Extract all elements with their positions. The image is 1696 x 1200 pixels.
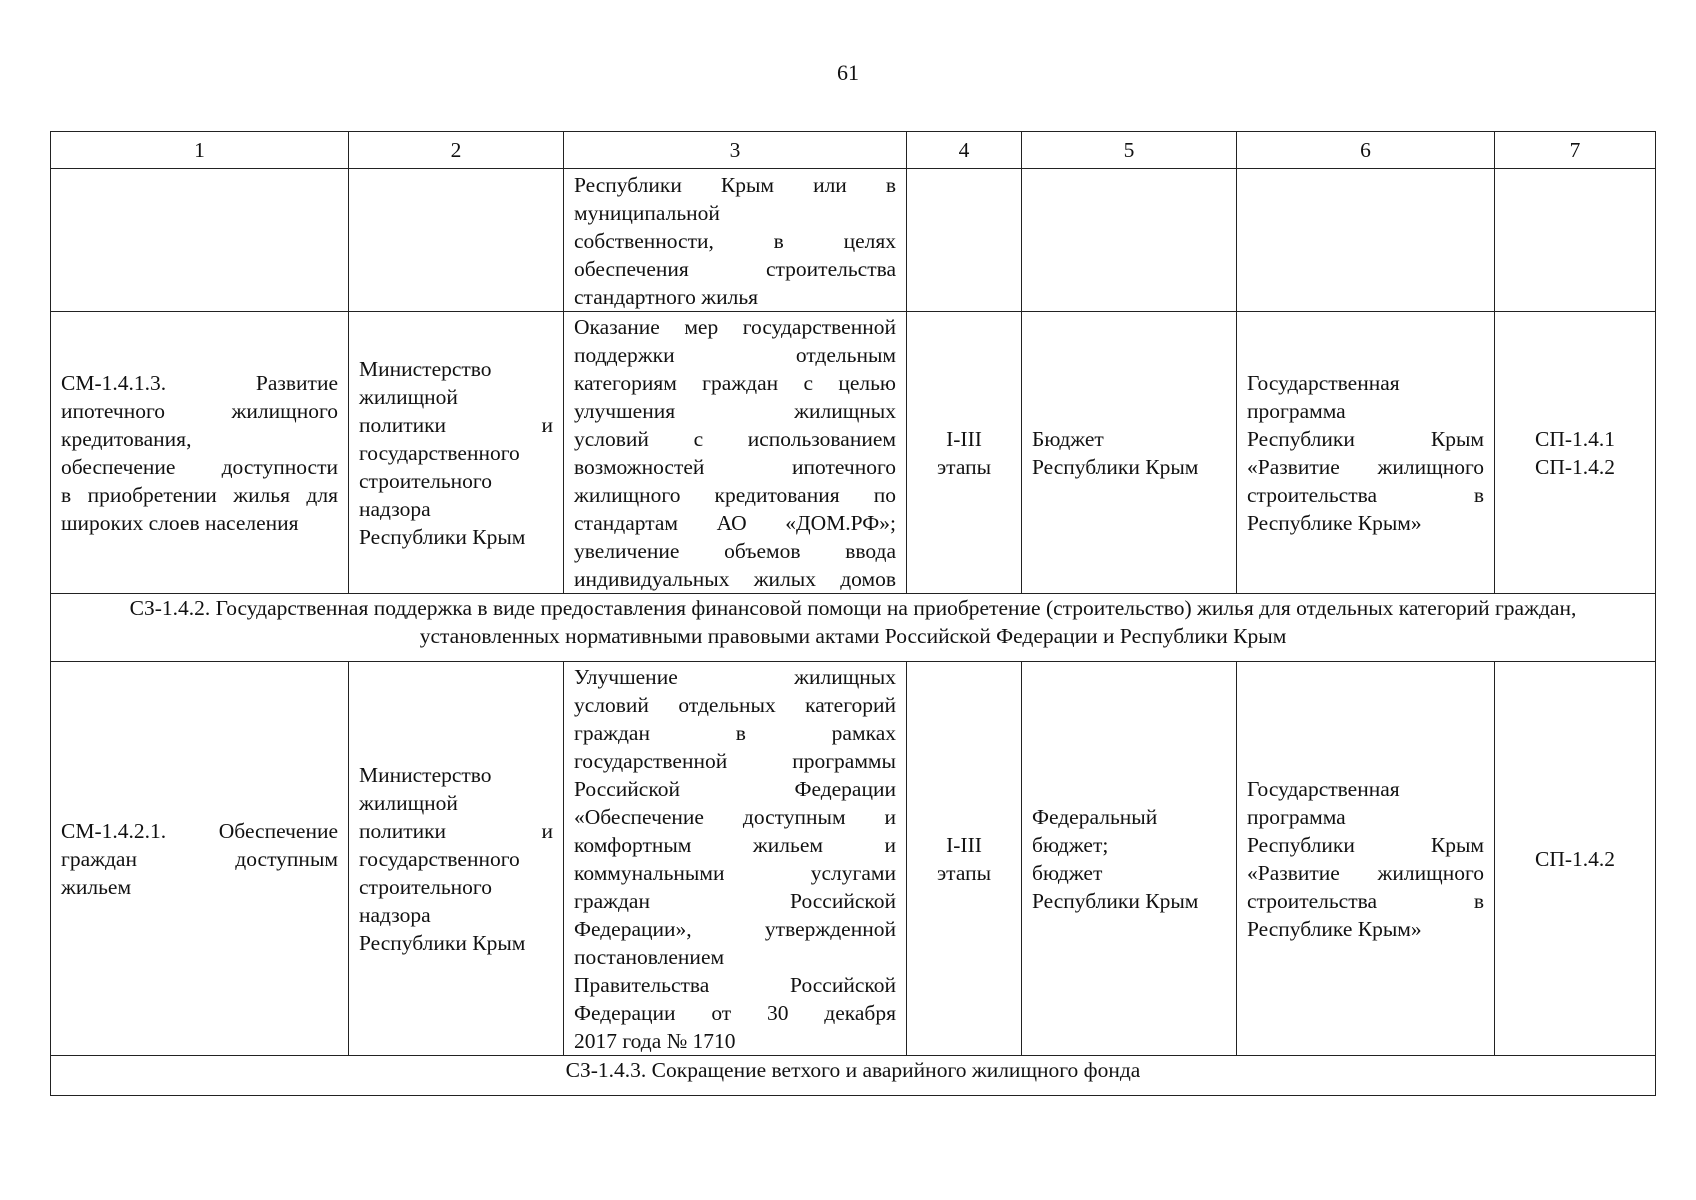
continuation-col-5: [1022, 169, 1237, 312]
text-line: коммунальными услугами: [574, 861, 896, 885]
measure-row-sm-1-4-2-1: [51, 662, 1656, 1056]
text-line: поддержки отдельным: [574, 343, 896, 367]
text-line: жилищной: [359, 384, 458, 409]
continuation-col-6: [1237, 169, 1495, 312]
text-line: этапы: [936, 860, 992, 885]
header-col-4: 4: [907, 132, 1022, 169]
text-line: «Обеспечение доступным и: [574, 805, 896, 829]
text-line: государственной программы: [574, 749, 896, 773]
text-line: надзора: [359, 902, 431, 927]
text-line: надзора: [359, 496, 431, 521]
text-line: этапы: [936, 454, 992, 479]
measure-name: [51, 662, 349, 1056]
text-line: «Развитие жилищного: [1247, 454, 1484, 479]
text-line: Республики Крым или в: [574, 173, 896, 197]
text-line: Министерство: [359, 762, 492, 787]
continuation-col-1: [51, 169, 349, 312]
text-line: строительства в: [1247, 888, 1484, 913]
continuation-col-4: [907, 169, 1022, 312]
text-line: программа: [1247, 804, 1346, 829]
continuation-col-2: [349, 169, 564, 312]
responsible-executor: [349, 662, 564, 1056]
text-line: Республике Крым»: [1247, 916, 1422, 941]
text-line: Республики Крым: [1247, 832, 1484, 857]
header-row: [51, 132, 1656, 169]
text-line: категориям граждан с целью: [574, 371, 896, 395]
text-line: возможностей ипотечного: [574, 455, 896, 479]
text-line: условий отдельных категорий: [574, 693, 896, 717]
text-line: Республике Крым»: [1247, 510, 1422, 535]
text-line: граждан Российской: [574, 889, 896, 913]
text-line: широких слоев населения: [61, 510, 299, 535]
measure-description: [564, 662, 907, 1056]
measure-row-sm-1-4-1-3: [51, 312, 1656, 594]
header-col-3: 3: [564, 132, 907, 169]
funding-source: [1022, 662, 1237, 1056]
text-line: жилищной: [359, 790, 458, 815]
section-row-sz-1-4-3: [51, 1056, 1656, 1096]
header-col-2: 2: [349, 132, 564, 169]
text-line: государственного: [359, 846, 520, 871]
text-line: программа: [1247, 398, 1346, 423]
text-line: СП-1.4.2: [1534, 846, 1616, 871]
text-line: комфортным жильем и: [574, 833, 896, 857]
header-col-6: 6: [1237, 132, 1495, 169]
continuation-col-3: [564, 169, 907, 312]
funding-source: [1022, 312, 1237, 594]
text-line: Республики Крым: [1032, 454, 1199, 479]
continuation-col-7: [1495, 169, 1656, 312]
text-line: в приобретении жилья для: [61, 482, 338, 507]
text-line: обеспечение доступности: [61, 454, 338, 479]
text-line: СМ-1.4.1.3. Развитие: [61, 370, 338, 395]
text-line: СП-1.4.1: [1534, 426, 1616, 451]
text-line: Улучшение жилищных: [574, 665, 896, 689]
text-line: граждан в рамках: [574, 721, 896, 745]
text-line: Республики Крым: [359, 930, 526, 955]
text-line: Республики Крым: [359, 524, 526, 549]
text-line: политики и: [359, 412, 553, 437]
measures-table: [50, 131, 1656, 1096]
responsible-executor: [349, 312, 564, 594]
text-line: стандартам АО «ДОМ.РФ»;: [574, 511, 896, 535]
page-number: 61: [837, 60, 859, 85]
text-line: обеспечения строительства: [574, 257, 896, 281]
text-line: условий с использованием: [574, 427, 896, 451]
header-col-7: 7: [1495, 132, 1656, 169]
text-line: ипотечного жилищного: [61, 398, 338, 423]
measure-name: [51, 312, 349, 594]
text-line: Российской Федерации: [574, 777, 896, 801]
text-line: Республики Крым: [1032, 888, 1199, 913]
implementation-stages: [907, 312, 1022, 594]
state-program: [1237, 662, 1495, 1056]
text-line: увеличение объемов ввода: [574, 539, 896, 563]
text-line: индивидуальных жилых домов: [574, 567, 896, 591]
text-line: Федерации», утвержденной: [574, 917, 896, 941]
text-line: I-III: [946, 426, 982, 451]
text-line: жилищного кредитования по: [574, 483, 896, 507]
text-line: «Развитие жилищного: [1247, 860, 1484, 885]
text-line: Бюджет: [1032, 426, 1104, 451]
section-title: СЗ-1.4.3. Сокращение ветхого и аварийного жилищного фонда: [51, 1056, 1656, 1096]
implementation-stages: [907, 662, 1022, 1056]
text-line: Государственная: [1247, 776, 1400, 801]
text-line: стандартного жилья: [574, 285, 759, 309]
text-line: СП-1.4.2: [1534, 454, 1616, 479]
state-program: [1237, 312, 1495, 594]
text-line: 2017 года № 1710: [574, 1029, 736, 1053]
text-line: Правительства Российской: [574, 973, 896, 997]
text-line: граждан доступным: [61, 846, 338, 871]
text-line: постановлением: [574, 945, 725, 969]
header-col-1: 1: [51, 132, 349, 169]
text-line: бюджет: [1032, 860, 1103, 885]
text-line: политики и: [359, 818, 553, 843]
text-line: Федерации от 30 декабря: [574, 1001, 896, 1025]
related-subprograms: [1495, 662, 1656, 1056]
text-line: улучшения жилищных: [574, 399, 896, 423]
text-line: собственности, в целях: [574, 229, 896, 253]
text-line: государственного: [359, 440, 520, 465]
text-line: Министерство: [359, 356, 492, 381]
text-line: жильем: [61, 874, 132, 899]
text-line: кредитования,: [61, 426, 192, 451]
text-line: муниципальной: [574, 201, 720, 225]
text-line: Федеральный: [1032, 804, 1158, 829]
text-line: I-III: [946, 832, 982, 857]
measure-description: [564, 312, 907, 594]
continuation-row: [51, 169, 1656, 312]
text-line: строительства в: [1247, 482, 1484, 507]
section-row-sz-1-4-2: [51, 594, 1656, 662]
text-line: Государственная: [1247, 370, 1400, 395]
text-line: строительного: [359, 874, 492, 899]
text-line: бюджет;: [1032, 832, 1109, 857]
text-line: Республики Крым: [1247, 426, 1484, 451]
section-title: СЗ-1.4.2. Государственная поддержка в виде предоставления финансовой помощи на приобретение (строительство) жилья для отдельных категорий граждан, установленных нормативными правовыми актами Российской Федерации и Республики Крым: [51, 594, 1656, 662]
text-line: Оказание мер государственной: [574, 315, 896, 339]
text-line: СМ-1.4.2.1. Обеспечение: [61, 818, 338, 843]
header-col-5: 5: [1022, 132, 1237, 169]
text-line: строительного: [359, 468, 492, 493]
related-subprograms: [1495, 312, 1656, 594]
